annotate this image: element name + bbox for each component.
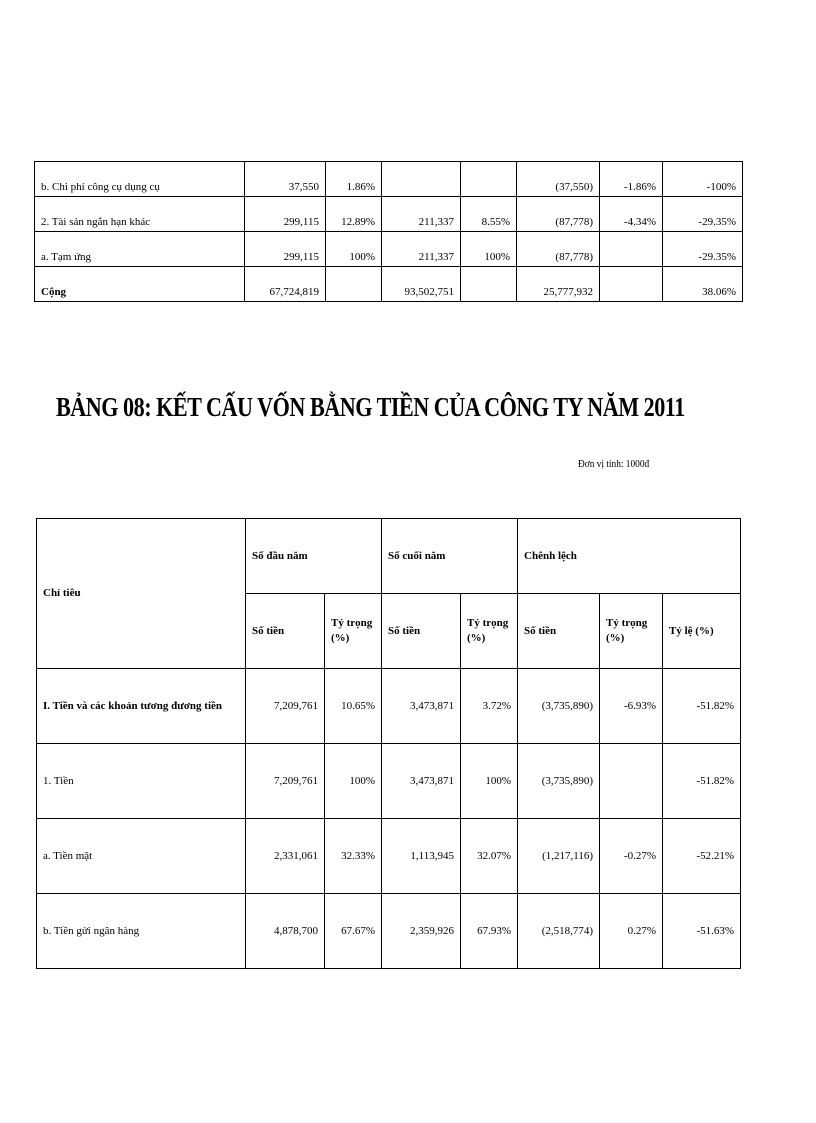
cell-start-amount: 2,331,061 (246, 819, 325, 894)
cell-end-amount: 211,337 (382, 197, 461, 232)
cell-label: 2. Tài sản ngắn hạn khác (35, 197, 245, 232)
cell-start-amount: 7,209,761 (246, 669, 325, 744)
header-start-amount: Số tiền (246, 594, 325, 669)
cell-end-amount: 211,337 (382, 232, 461, 267)
table-row (37, 669, 741, 744)
cell-rate: -29.35% (663, 197, 743, 232)
cell-end-pct: 67.93% (461, 894, 518, 969)
table-row (37, 819, 741, 894)
cell-end-pct: 100% (461, 232, 517, 267)
cell-label: b. Tiền gửi ngân hàng (37, 894, 246, 969)
cell-diff-pct (600, 267, 663, 302)
cell-diff-pct: -0.27% (600, 819, 663, 894)
cell-label: 1. Tiền (37, 744, 246, 819)
cell-start-pct: 32.33% (325, 819, 382, 894)
cell-end-amount: 3,473,871 (382, 669, 461, 744)
cell-start-pct: 67.67% (325, 894, 382, 969)
cell-diff-amount: (3,735,890) (518, 669, 600, 744)
cell-label: a. Tiền mặt (37, 819, 246, 894)
table-row (35, 197, 743, 232)
header-end-amount: Số tiền (382, 594, 461, 669)
table-row (37, 744, 741, 819)
cell-start-amount: 299,115 (245, 197, 326, 232)
header-row-1 (37, 519, 741, 594)
header-diff-proportion: Tỷ trọng (%) (600, 594, 663, 669)
cell-end-pct (461, 267, 517, 302)
cell-rate: -51.82% (663, 744, 741, 819)
cell-diff-pct: -6.93% (600, 669, 663, 744)
cell-diff-pct (600, 744, 663, 819)
cell-start-amount: 299,115 (245, 232, 326, 267)
cell-label: Cộng (35, 267, 245, 302)
table-row (35, 162, 743, 197)
cell-end-pct: 8.55% (461, 197, 517, 232)
header-difference: Chênh lệch (518, 519, 741, 594)
table-row (35, 232, 743, 267)
unit-note: Đơn vị tính: 1000đ (578, 458, 650, 470)
cell-start-pct (326, 267, 382, 302)
main-table-body (37, 519, 741, 969)
cell-end-pct (461, 162, 517, 197)
top-table-body (35, 162, 743, 302)
cell-start-pct: 100% (326, 232, 382, 267)
cell-rate: 38.06% (663, 267, 743, 302)
header-indicator: Chỉ tiêu (37, 519, 246, 669)
cell-diff-amount: 25,777,932 (517, 267, 600, 302)
cell-diff-amount: (1,217,116) (518, 819, 600, 894)
cell-end-pct: 3.72% (461, 669, 518, 744)
cell-start-pct: 10.65% (325, 669, 382, 744)
cell-rate: -51.82% (663, 669, 741, 744)
asset-table-continuation (34, 161, 743, 302)
table-row (37, 894, 741, 969)
cell-end-pct: 32.07% (461, 819, 518, 894)
cell-start-amount: 4,878,700 (246, 894, 325, 969)
cell-diff-pct: -4.34% (600, 197, 663, 232)
header-diff-amount: Số tiền (518, 594, 600, 669)
header-start-year: Số đầu năm (246, 519, 382, 594)
table-row (35, 267, 743, 302)
cell-diff-amount: (87,778) (517, 197, 600, 232)
cell-diff-pct: -1.86% (600, 162, 663, 197)
cell-end-amount: 1,113,945 (382, 819, 461, 894)
cell-start-amount: 37,550 (245, 162, 326, 197)
cell-label: a. Tạm ứng (35, 232, 245, 267)
header-end-proportion: Tỷ trọng (%) (461, 594, 518, 669)
cell-diff-amount: (2,518,774) (518, 894, 600, 969)
cell-diff-amount: (37,550) (517, 162, 600, 197)
cell-end-amount (382, 162, 461, 197)
cell-label: I. Tiền và các khoản tương đương tiền (37, 669, 246, 744)
cell-start-pct: 1.86% (326, 162, 382, 197)
cell-start-amount: 7,209,761 (246, 744, 325, 819)
cell-start-pct: 12.89% (326, 197, 382, 232)
table-title: BẢNG 08: KẾT CẤU VỐN BẰNG TIỀN CỦA CÔNG TY NĂM 2011 (56, 392, 685, 422)
cell-start-pct: 100% (325, 744, 382, 819)
cell-diff-pct: 0.27% (600, 894, 663, 969)
header-rate: Tỷ lệ (%) (663, 594, 741, 669)
cell-rate: -52.21% (663, 819, 741, 894)
cell-end-pct: 100% (461, 744, 518, 819)
cell-rate: -29.35% (663, 232, 743, 267)
cell-rate: -100% (663, 162, 743, 197)
cell-end-amount: 2,359,926 (382, 894, 461, 969)
cell-diff-amount: (3,735,890) (518, 744, 600, 819)
cell-diff-pct (600, 232, 663, 267)
header-end-year: Số cuối năm (382, 519, 518, 594)
cell-start-amount: 67,724,819 (245, 267, 326, 302)
cell-label: b. Chi phí công cụ dụng cụ (35, 162, 245, 197)
cell-diff-amount: (87,778) (517, 232, 600, 267)
header-start-proportion: Tỷ trọng (%) (325, 594, 382, 669)
cell-end-amount: 93,502,751 (382, 267, 461, 302)
cell-end-amount: 3,473,871 (382, 744, 461, 819)
cell-rate: -51.63% (663, 894, 741, 969)
cash-structure-table (36, 518, 741, 969)
